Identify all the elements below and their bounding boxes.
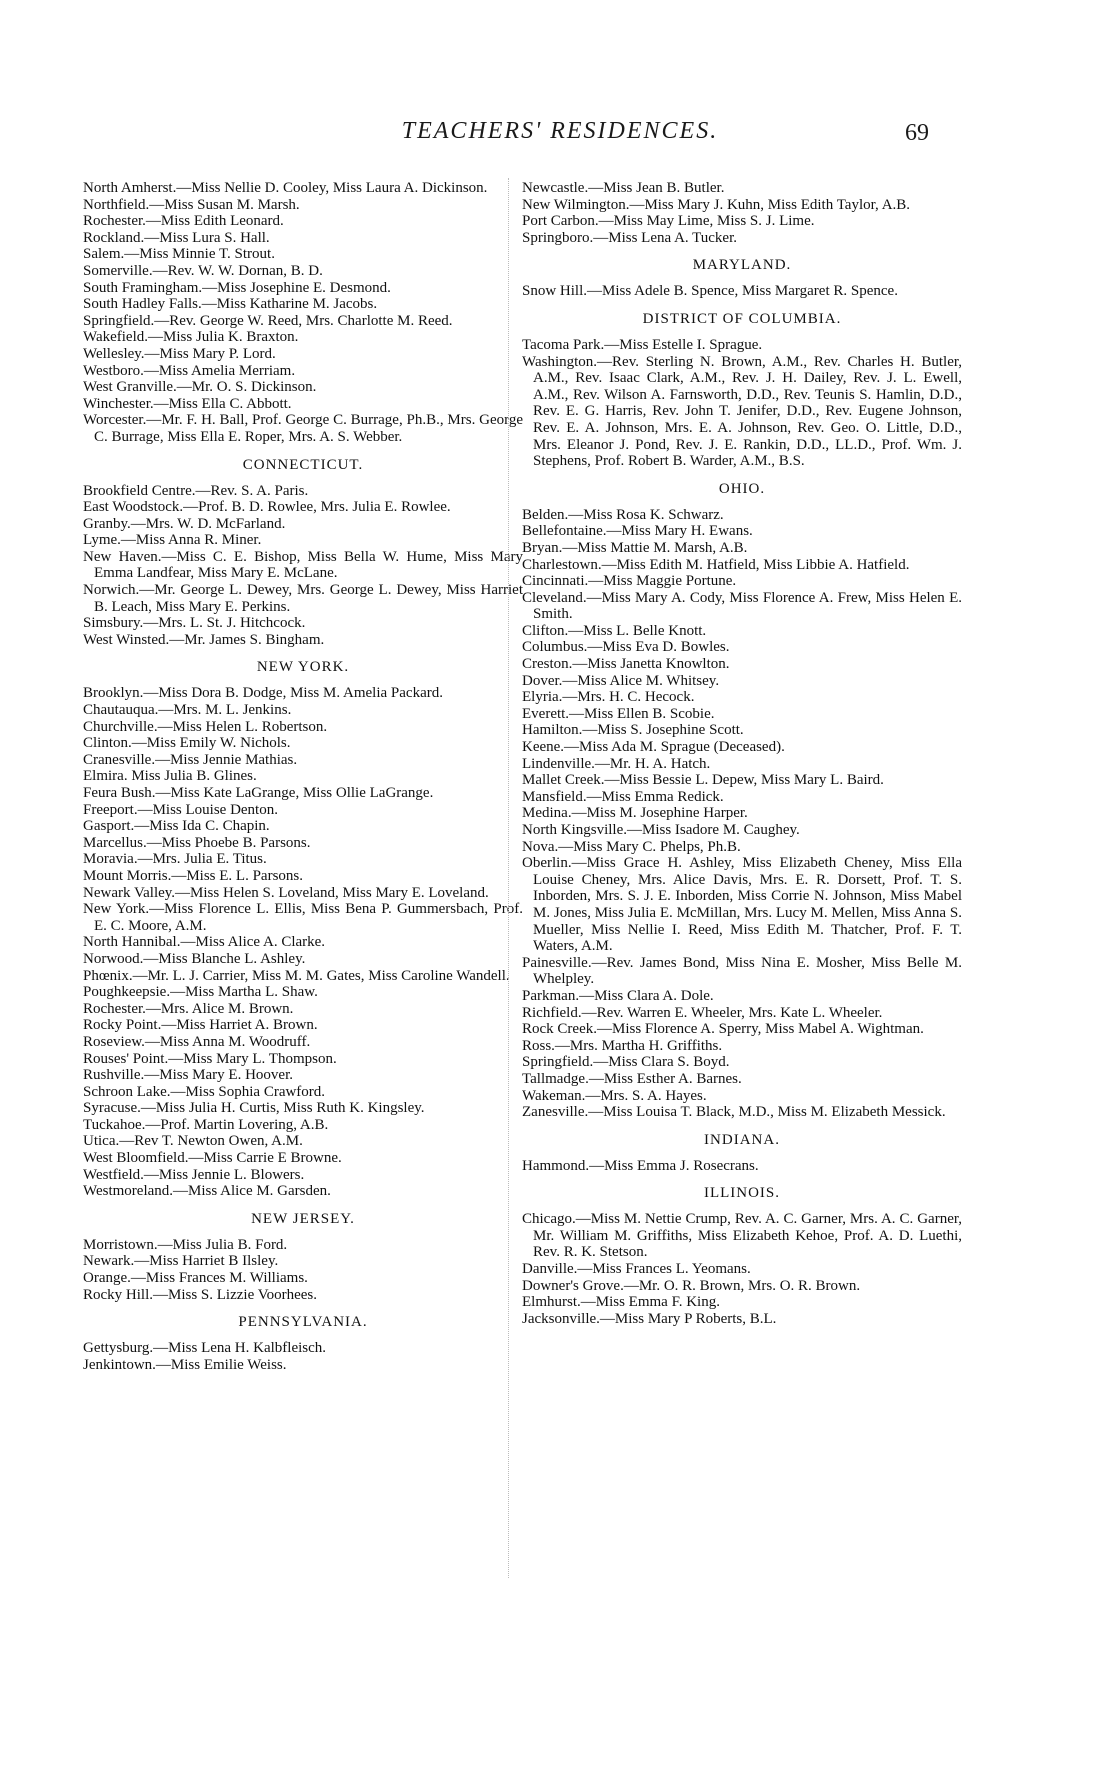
residence-entry: Snow Hill.—Miss Adele B. Spence, Miss Margaret R. Spence.	[522, 283, 898, 300]
right-column	[522, 180, 962, 1327]
residence-entry: Zanesville.—Miss Louisa T. Black, M.D., Miss M. Elizabeth Messick.	[522, 1104, 946, 1121]
residence-entry: Jacksonville.—Miss Mary P Roberts, B.L.	[522, 1310, 777, 1327]
residence-entry: Rochester.—Miss Edith Leonard.	[83, 213, 284, 230]
residence-entry: Jenkintown.—Miss Emilie Weiss.	[83, 1356, 287, 1373]
page-number: 69	[905, 120, 929, 146]
residence-entry: Columbus.—Miss Eva D. Bowles.	[522, 639, 730, 656]
residence-entry: Hammond.—Miss Emma J. Rosecrans.	[522, 1157, 759, 1174]
residence-entry: Churchville.—Miss Helen L. Robertson.	[83, 718, 328, 735]
residence-entry: Orange.—Miss Frances M. Williams.	[83, 1270, 308, 1287]
residence-entry: Winchester.—Miss Ella C. Abbott.	[83, 395, 292, 412]
residence-entry: Hamilton.—Miss S. Josephine Scott.	[522, 722, 744, 739]
state-heading: ILLINOIS.	[703, 1185, 781, 1202]
residence-entry: Freeport.—Miss Louise Denton.	[83, 801, 278, 818]
residence-entry: South Hadley Falls.—Miss Katharine M. Jacobs.	[83, 296, 378, 313]
state-heading: DISTRICT OF COLUMBIA.	[642, 310, 842, 327]
residence-entry: East Woodstock.—Prof. B. D. Rowlee, Mrs. Julia E. Rowlee.	[83, 499, 451, 516]
residence-entry: Norwich.—Mr. George L. Dewey, Mrs. George L. Dewey, Miss Harriet B. Leach, Miss Mary E. Perkins.	[83, 582, 523, 615]
residence-entry: Washington.—Rev. Sterling N. Brown, A.M., Rev. Charles H. Butler, A.M., Rev. Isaac Clark, A.M., Rev. J. H. Dailey, Rev. J. L. Ewell, A.M., Rev. Wilson A. Farnsworth, D.D., Rev. Teunis S. Hamlin, D.D., Rev. E. G. Harris, Rev. John T. Jenifer, D.D., Rev. Eugene Johnson, Rev. E. A. Johnson, Mrs. E. A. Johnson, Rev. Geo. O. Little, D.D., Mrs. Eleanor J. Pond, Rev. J. E. Rankin, D.D., LL.D., Prof. Wm. J. Stephens, Prof. Robert B. Warder, A.M., B.S.	[522, 353, 962, 470]
residence-entry: Bryan.—Miss Mattie M. Marsh, A.B.	[522, 539, 748, 556]
state-heading: MARYLAND.	[692, 257, 792, 274]
residence-entry: North Hannibal.—Miss Alice A. Clarke.	[83, 934, 326, 951]
column-divider	[508, 178, 509, 1578]
residence-entry: Westmoreland.—Miss Alice M. Garsden.	[83, 1183, 331, 1200]
residence-entry: North Kingsville.—Miss Isadore M. Caughey.	[522, 822, 800, 838]
residence-entry: Mansfield.—Miss Emma Redick.	[522, 788, 724, 805]
residence-entry: Morristown.—Miss Julia B. Ford.	[83, 1236, 288, 1253]
residence-entry: South Framingham.—Miss Josephine E. Desmond.	[83, 279, 391, 296]
residence-entry: Dover.—Miss Alice M. Whitsey.	[522, 672, 720, 689]
residence-entry: Newark.—Miss Harriet B Ilsley.	[83, 1253, 279, 1270]
residence-entry: Lindenville.—Mr. H. A. Hatch.	[522, 755, 711, 772]
residence-entry: West Bloomfield.—Miss Carrie E Browne.	[83, 1150, 342, 1167]
residence-entry: Elmira. Miss Julia B. Glines.	[83, 768, 257, 785]
residence-entry: Roseview.—Miss Anna M. Woodruff.	[83, 1033, 311, 1050]
residence-entry: Rock Creek.—Miss Florence A. Sperry, Miss Mabel A. Wightman.	[522, 1021, 924, 1038]
residence-entry: Phœnix.—Mr. L. J. Carrier, Miss M. M. Gates, Miss Caroline Wandell.	[83, 967, 510, 984]
state-heading: OHIO.	[718, 480, 766, 497]
residence-entry: Springfield.—Rev. George W. Reed, Mrs. Charlotte M. Reed.	[83, 312, 453, 329]
residence-entry: New Haven.—Miss C. E. Bishop, Miss Bella W. Hume, Miss Mary Emma Landfear, Miss Mary E. McLane.	[83, 548, 523, 582]
residence-entry: Brooklyn.—Miss Dora B. Dodge, Miss M. Amelia Packard.	[83, 685, 443, 702]
residence-entry: Newcastle.—Miss Jean B. Butler.	[522, 180, 725, 196]
residence-entry: Salem.—Miss Minnie T. Strout.	[83, 246, 275, 263]
residence-entry: Worcester.—Mr. F. H. Ball, Prof. George C. Burrage, Ph.B., Mrs. George C. Burrage, Miss Ella E. Roper, Mrs. A. S. Webber.	[83, 412, 523, 445]
residence-entry: Lyme.—Miss Anna R. Miner.	[83, 532, 262, 549]
residence-entry: Medina.—Miss M. Josephine Harper.	[522, 805, 748, 822]
residence-entry: Wellesley.—Miss Mary P. Lord.	[83, 345, 276, 362]
residence-entry: Elyria.—Mrs. H. C. Hecock.	[522, 689, 695, 706]
residence-entry: West Granville.—Mr. O. S. Dickinson.	[83, 379, 317, 396]
state-heading: PENNSYLVANIA.	[238, 1314, 368, 1331]
residence-entry: Mount Morris.—Miss E. L. Parsons.	[83, 867, 304, 884]
residence-entry: Rochester.—Mrs. Alice M. Brown.	[83, 1000, 294, 1017]
state-heading: NEW YORK.	[256, 659, 350, 676]
residence-entry: Clifton.—Miss L. Belle Knott.	[522, 622, 707, 639]
residence-entry: Mallet Creek.—Miss Bessie L. Depew, Miss Mary L. Baird.	[522, 772, 884, 789]
residence-entry: Elmhurst.—Miss Emma F. King.	[522, 1294, 720, 1311]
residence-entry: Schroon Lake.—Miss Sophia Crawford.	[83, 1083, 326, 1100]
state-heading: NEW JERSEY.	[251, 1210, 355, 1227]
residence-entry: Feura Bush.—Miss Kate LaGrange, Miss Ollie LaGrange.	[83, 785, 434, 801]
residence-entry: Westboro.—Miss Amelia Merriam.	[83, 362, 296, 379]
page-header	[0, 118, 1120, 158]
residence-entry: Wakefield.—Miss Julia K. Braxton.	[83, 329, 299, 346]
residence-entry: Cranesville.—Miss Jennie Mathias.	[83, 751, 298, 768]
state-heading: INDIANA.	[704, 1131, 780, 1148]
residence-entry: Rockland.—Miss Lura S. Hall.	[83, 229, 270, 246]
residence-entry: Richfield.—Rev. Warren E. Wheeler, Mrs. Kate L. Wheeler.	[522, 1004, 883, 1021]
state-heading: CONNECTICUT.	[242, 456, 364, 473]
residence-entry: Moravia.—Mrs. Julia E. Titus.	[83, 851, 267, 868]
residence-entry: Chicago.—Miss M. Nettie Crump, Rev. A. C. Garner, Mrs. A. C. Garner, Mr. William M. Griffiths, Miss Elizabeth Kehoe, Prof. A. D. Luethi, Rev. R. K. Stetson.	[522, 1211, 962, 1261]
residence-entry: Springfield.—Miss Clara S. Boyd.	[522, 1054, 730, 1071]
residence-entry: Rocky Point.—Miss Harriet A. Brown.	[83, 1017, 318, 1034]
residence-entry: Keene.—Miss Ada M. Sprague (Deceased).	[522, 739, 785, 756]
residence-entry: Oberlin.—Miss Grace H. Ashley, Miss Elizabeth Cheney, Miss Ella Louise Cheney, Mrs. Alice Davis, Mrs. E. R. Dorsett, Prof. T. S. Inborden, Mrs. S. J. E. Inborden, Miss Corrie N. Johnson, Miss Mabel M. Jones, Miss Julia E. McMillan, Mrs. Lucy M. Mellen, Miss Anna S. Mueller, Miss Nellie I. Reed, Miss Edith M. Thatcher, Prof. F. T. Waters, A.M.	[522, 855, 962, 955]
residence-entry: Wakeman.—Mrs. S. A. Hayes.	[522, 1087, 707, 1104]
residence-entry: Charlestown.—Miss Edith M. Hatfield, Miss Libbie A. Hatfield.	[522, 556, 910, 573]
left-column	[83, 180, 523, 1373]
residence-entry: Rushville.—Miss Mary E. Hoover.	[83, 1067, 293, 1084]
residence-entry: Rocky Hill.—Miss S. Lizzie Voorhees.	[83, 1286, 318, 1303]
residence-entry: Tuckahoe.—Prof. Martin Lovering, A.B.	[83, 1116, 329, 1133]
residence-entry: Utica.—Rev T. Newton Owen, A.M.	[83, 1133, 303, 1150]
residence-entry: Parkman.—Miss Clara A. Dole.	[522, 987, 714, 1004]
residence-entry: Norwood.—Miss Blanche L. Ashley.	[83, 950, 306, 967]
residence-entry: Poughkeepsie.—Miss Martha L. Shaw.	[83, 984, 318, 1001]
residence-entry: Chautauqua.—Mrs. M. L. Jenkins.	[83, 702, 292, 719]
residence-entry: Clinton.—Miss Emily W. Nichols.	[83, 735, 291, 752]
residence-entry: Simsbury.—Mrs. L. St. J. Hitchcock.	[83, 615, 306, 632]
residence-entry: New York.—Miss Florence L. Ellis, Miss Bena P. Gummersbach, Prof. E. C. Moore, A.M.	[83, 901, 523, 934]
residence-entry: Nova.—Miss Mary C. Phelps, Ph.B.	[522, 838, 741, 855]
residence-entry: Syracuse.—Miss Julia H. Curtis, Miss Ruth K. Kingsley.	[83, 1100, 425, 1117]
residence-entry: Rouses' Point.—Miss Mary L. Thompson.	[83, 1050, 337, 1067]
residence-entry: Danville.—Miss Frances L. Yeomans.	[522, 1261, 751, 1278]
residence-entry: North Amherst.—Miss Nellie D. Cooley, Miss Laura A. Dickinson.	[83, 180, 488, 196]
residence-entry: Cincinnati.—Miss Maggie Portune.	[522, 573, 737, 590]
residence-entry: Painesville.—Rev. James Bond, Miss Nina E. Mosher, Miss Belle M. Whelpley.	[522, 954, 962, 988]
residence-entry: Creston.—Miss Janetta Knowlton.	[522, 656, 730, 673]
residence-entry: Tallmadge.—Miss Esther A. Barnes.	[522, 1070, 742, 1087]
residence-entry: Springboro.—Miss Lena A. Tucker.	[522, 229, 738, 246]
residence-entry: New Wilmington.—Miss Mary J. Kuhn, Miss Edith Taylor, A.B.	[522, 196, 911, 213]
residence-entry: Gettysburg.—Miss Lena H. Kalbfleisch.	[83, 1340, 327, 1357]
residence-entry: Marcellus.—Miss Phoebe B. Parsons.	[83, 834, 311, 851]
residence-entry: Northfield.—Miss Susan M. Marsh.	[83, 196, 300, 213]
residence-entry: West Winsted.—Mr. James S. Bingham.	[83, 631, 325, 648]
residence-entry: Newark Valley.—Miss Helen S. Loveland, Miss Mary E. Loveland.	[83, 884, 489, 901]
residence-entry: Everett.—Miss Ellen B. Scobie.	[522, 705, 715, 722]
residence-entry: Port Carbon.—Miss May Lime, Miss S. J. Lime.	[522, 213, 815, 230]
residence-entry: Somerville.—Rev. W. W. Dornan, B. D.	[83, 262, 323, 279]
running-title: TEACHERS' RESIDENCES.	[401, 118, 719, 144]
residence-entry: Granby.—Mrs. W. D. McFarland.	[83, 515, 286, 532]
residence-entry: Gasport.—Miss Ida C. Chapin.	[83, 818, 270, 835]
residence-entry: Tacoma Park.—Miss Estelle I. Sprague.	[522, 336, 763, 353]
residence-entry: Downer's Grove.—Mr. O. R. Brown, Mrs. O. R. Brown.	[522, 1277, 861, 1294]
residence-entry: Belden.—Miss Rosa K. Schwarz.	[522, 506, 724, 523]
residence-entry: Cleveland.—Miss Mary A. Cody, Miss Florence A. Frew, Miss Helen E. Smith.	[522, 589, 962, 623]
residence-entry: Westfield.—Miss Jennie L. Blowers.	[83, 1166, 305, 1183]
residence-entry: Ross.—Mrs. Martha H. Griffiths.	[522, 1037, 723, 1054]
residence-entry: Bellefontaine.—Miss Mary H. Ewans.	[522, 523, 753, 540]
residence-entry: Brookfield Centre.—Rev. S. A. Paris.	[83, 482, 309, 499]
